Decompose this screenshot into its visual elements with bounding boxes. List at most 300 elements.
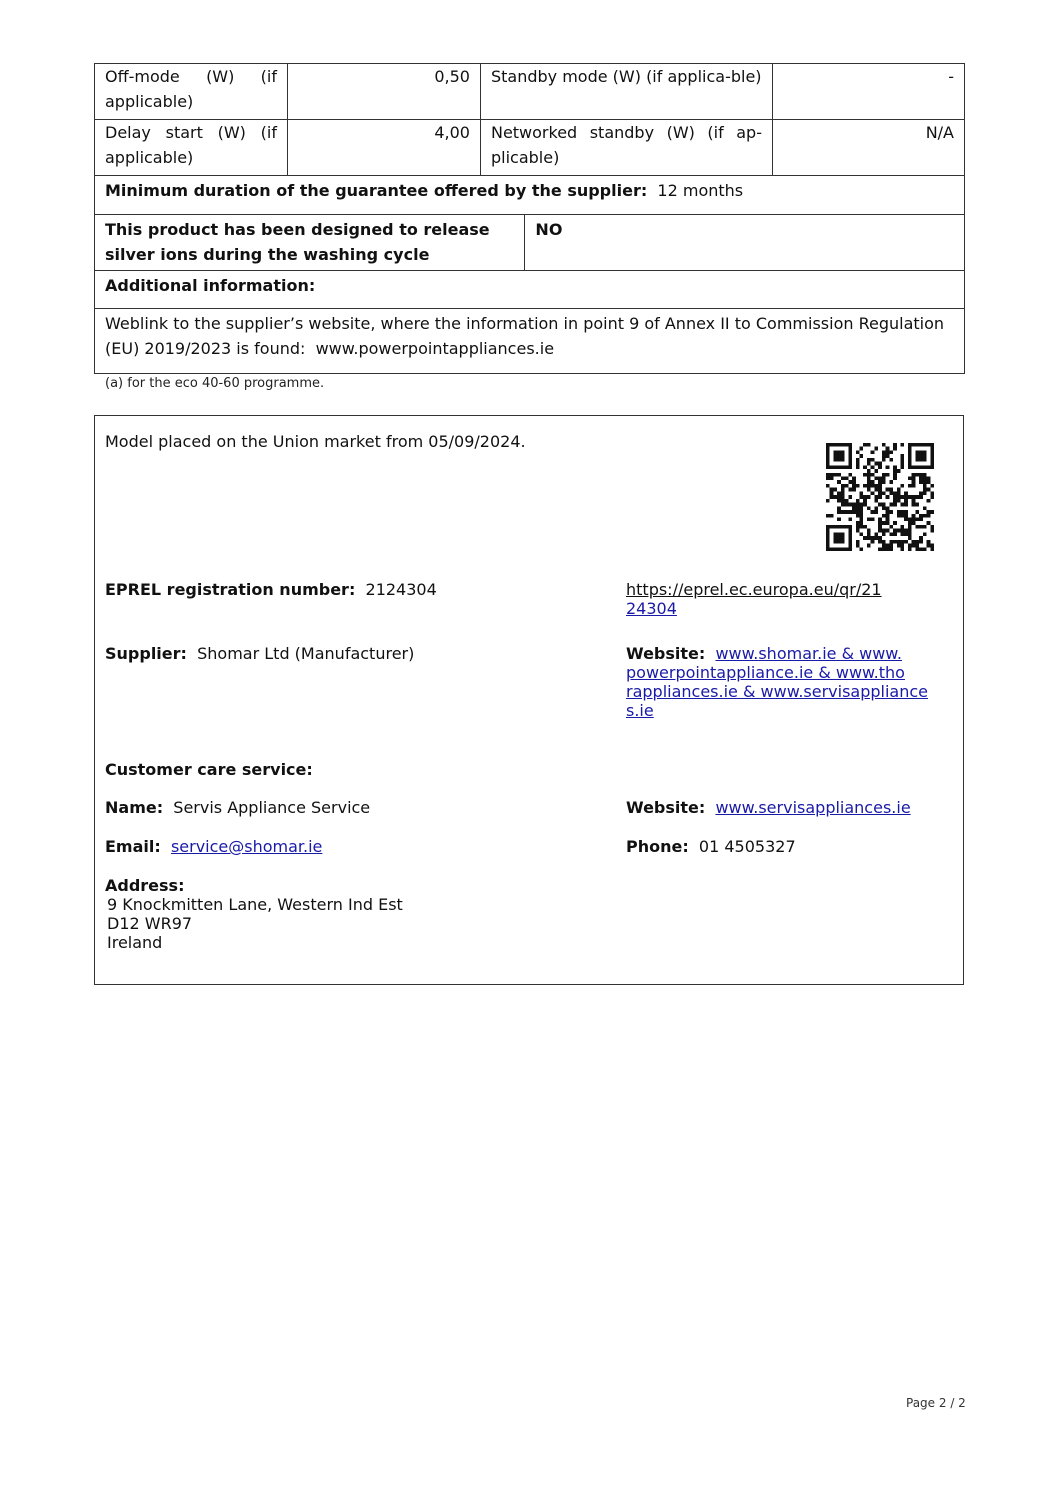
- qr-module: [833, 443, 837, 447]
- qr-module: [845, 510, 849, 514]
- networked-standby-label: Networked standby (W) (if ap-plicable): [480, 120, 772, 176]
- qr-module: [930, 484, 934, 488]
- qr-module: [930, 544, 934, 548]
- qr-module: [826, 462, 830, 466]
- qr-module: [900, 547, 904, 551]
- qr-module: [904, 503, 908, 507]
- qr-module: [841, 540, 845, 544]
- qr-module: [837, 473, 841, 477]
- qr-module: [930, 529, 934, 533]
- qr-module: [912, 484, 916, 488]
- footnote: (a) for the eco 40-60 programme.: [105, 376, 325, 391]
- qr-module: [867, 495, 871, 499]
- supplier-row: [105, 644, 414, 663]
- service-website-label: Website:: [626, 798, 706, 817]
- qr-module: [848, 510, 852, 514]
- qr-module: [826, 499, 830, 503]
- qr-code-image: [826, 443, 934, 551]
- qr-module: [856, 499, 860, 503]
- qr-module: [919, 495, 923, 499]
- supplier-website: [626, 644, 928, 720]
- qr-module: [927, 465, 931, 469]
- qr-module: [900, 462, 904, 466]
- qr-module: [900, 443, 904, 447]
- qr-module: [882, 532, 886, 536]
- qr-module: [893, 491, 897, 495]
- qr-module: [826, 547, 830, 551]
- qr-module: [893, 499, 897, 503]
- qr-module: [930, 462, 934, 466]
- qr-module: [848, 544, 852, 548]
- qr-module: [830, 525, 834, 529]
- eprel-link-line-1[interactable]: https://eprel.ec.europa.eu/qr/21: [626, 580, 882, 599]
- qr-module: [923, 547, 927, 551]
- table-row: [95, 176, 965, 215]
- guarantee-cell: [95, 176, 965, 215]
- qr-module: [826, 484, 830, 488]
- service-website-link[interactable]: www.servisappliances.ie: [715, 798, 911, 817]
- qr-module: [830, 465, 834, 469]
- qr-module: [871, 465, 875, 469]
- qr-module: [871, 473, 875, 477]
- qr-module: [930, 495, 934, 499]
- qr-module: [841, 499, 845, 503]
- qr-module: [886, 514, 890, 518]
- qr-module: [867, 480, 871, 484]
- qr-module: [845, 443, 849, 447]
- qr-module: [845, 499, 849, 503]
- qr-module: [889, 450, 893, 454]
- qr-module: [856, 450, 860, 454]
- qr-module: [927, 443, 931, 447]
- qr-module: [878, 547, 882, 551]
- qr-module: [826, 525, 830, 529]
- qr-module: [830, 547, 834, 551]
- qr-module: [908, 517, 912, 521]
- qr-module: [826, 540, 830, 544]
- qr-module: [874, 462, 878, 466]
- qr-module: [848, 532, 852, 536]
- qr-module: [930, 510, 934, 514]
- qr-module: [860, 506, 864, 510]
- qr-module: [927, 480, 931, 484]
- qr-module: [878, 491, 882, 495]
- qr-module: [871, 510, 875, 514]
- customer-care-heading: Customer care service:: [105, 760, 313, 779]
- qr-module: [930, 454, 934, 458]
- phone-row: [626, 837, 796, 856]
- qr-module: [830, 443, 834, 447]
- qr-module: [860, 547, 864, 551]
- supplier-label: Supplier:: [105, 644, 187, 663]
- standby-value: -: [772, 64, 964, 120]
- qr-module: [833, 465, 837, 469]
- qr-module: [826, 454, 830, 458]
- qr-module: [848, 503, 852, 507]
- qr-module: [830, 488, 834, 492]
- eprel-link[interactable]: [626, 580, 882, 618]
- qr-module: [915, 465, 919, 469]
- qr-module: [863, 495, 867, 499]
- qr-module: [889, 510, 893, 514]
- qr-module: [860, 454, 864, 458]
- qr-module: [889, 503, 893, 507]
- qr-module: [923, 480, 927, 484]
- qr-module: [841, 536, 845, 540]
- qr-module: [837, 532, 841, 536]
- qr-module: [882, 529, 886, 533]
- qr-module: [848, 443, 852, 447]
- qr-module: [848, 495, 852, 499]
- qr-module: [919, 517, 923, 521]
- qr-module: [900, 503, 904, 507]
- qr-module: [882, 480, 886, 484]
- qr-module: [893, 469, 897, 473]
- qr-module: [830, 477, 834, 481]
- qr-module: [848, 473, 852, 477]
- qr-module: [863, 525, 867, 529]
- qr-module: [845, 484, 849, 488]
- email-link[interactable]: service@shomar.ie: [170, 837, 323, 856]
- qr-module: [856, 465, 860, 469]
- table-row: [95, 271, 965, 309]
- qr-module: [923, 532, 927, 536]
- qr-module: [863, 465, 867, 469]
- qr-module: [874, 536, 878, 540]
- qr-module: [837, 480, 841, 484]
- eprel-label: EPREL registration number:: [105, 580, 356, 599]
- qr-module: [919, 454, 923, 458]
- address-line-1: 9 Knockmitten Lane, Western Ind Est: [107, 895, 403, 914]
- qr-module: [893, 503, 897, 507]
- qr-module: [912, 499, 916, 503]
- qr-module: [826, 529, 830, 533]
- qr-module: [923, 450, 927, 454]
- qr-module: [830, 473, 834, 477]
- qr-module: [826, 473, 830, 477]
- qr-module: [841, 525, 845, 529]
- qr-module: [867, 462, 871, 466]
- qr-module: [837, 510, 841, 514]
- qr-module: [856, 462, 860, 466]
- off-mode-value: 0,50: [287, 64, 480, 120]
- qr-module: [863, 536, 867, 540]
- qr-module: [848, 525, 852, 529]
- qr-module: [826, 447, 830, 451]
- qr-module: [923, 477, 927, 481]
- qr-module: [878, 480, 882, 484]
- weblink-url: www.powerpointappliances.ie: [315, 339, 555, 358]
- weblink-cell: [95, 309, 965, 374]
- qr-module: [856, 529, 860, 533]
- qr-module: [837, 506, 841, 510]
- qr-module: [919, 477, 923, 481]
- qr-module: [919, 547, 923, 551]
- qr-module: [908, 495, 912, 499]
- qr-module: [848, 462, 852, 466]
- qr-module: [930, 465, 934, 469]
- weblink-text: Weblink to the supplier’s website, where the information in point 9 of Annex II to Commission Regulation (EU) 2019/2023 is found:: [105, 314, 945, 358]
- qr-module: [841, 547, 845, 551]
- qr-module: [915, 454, 919, 458]
- qr-module: [893, 477, 897, 481]
- service-name-row: [105, 798, 370, 817]
- qr-module: [874, 484, 878, 488]
- qr-module: [923, 525, 927, 529]
- qr-module: [904, 495, 908, 499]
- qr-module: [871, 517, 875, 521]
- qr-module: [830, 514, 834, 518]
- qr-module: [908, 447, 912, 451]
- qr-module: [837, 499, 841, 503]
- qr-module: [837, 450, 841, 454]
- silver-ions-value: NO: [525, 215, 965, 271]
- service-name-value: Servis Appliance Service: [173, 798, 371, 817]
- qr-module: [882, 473, 886, 477]
- qr-module: [886, 447, 890, 451]
- qr-module: [886, 465, 890, 469]
- qr-module: [882, 503, 886, 507]
- qr-module: [852, 484, 856, 488]
- qr-module: [919, 540, 923, 544]
- qr-module: [900, 495, 904, 499]
- qr-module: [923, 506, 927, 510]
- qr-module: [908, 484, 912, 488]
- qr-module: [930, 458, 934, 462]
- qr-module: [882, 450, 886, 454]
- qr-module: [915, 495, 919, 499]
- qr-module: [900, 458, 904, 462]
- qr-module: [908, 532, 912, 536]
- qr-module: [897, 529, 901, 533]
- qr-module: [919, 443, 923, 447]
- qr-module: [826, 532, 830, 536]
- qr-module: [837, 454, 841, 458]
- market-text: Model placed on the Union market from 05/09/2024.: [105, 432, 526, 451]
- qr-module: [841, 450, 845, 454]
- supplier-website-link-4[interactable]: s.ie: [626, 701, 654, 720]
- qr-module: [927, 477, 931, 481]
- eprel-link-line-2[interactable]: 24304: [626, 599, 677, 618]
- service-website-row: [626, 798, 911, 817]
- qr-module: [841, 510, 845, 514]
- qr-module: [915, 458, 919, 462]
- qr-module: [886, 544, 890, 548]
- qr-module: [908, 529, 912, 533]
- qr-module: [852, 506, 856, 510]
- qr-module: [856, 506, 860, 510]
- qr-module: [833, 473, 837, 477]
- qr-module: [897, 495, 901, 499]
- qr-module: [904, 491, 908, 495]
- qr-module: [908, 521, 912, 525]
- qr-module: [826, 514, 830, 518]
- off-mode-label: Off-mode (W) (if applicable): [95, 64, 288, 120]
- qr-module: [837, 540, 841, 544]
- qr-module: [923, 514, 927, 518]
- qr-module: [841, 454, 845, 458]
- qr-module: [841, 495, 845, 499]
- qr-module: [882, 547, 886, 551]
- qr-module: [826, 458, 830, 462]
- qr-module: [874, 499, 878, 503]
- qr-module: [874, 495, 878, 499]
- qr-module: [919, 473, 923, 477]
- qr-module: [874, 477, 878, 481]
- qr-module: [886, 450, 890, 454]
- qr-module: [871, 450, 875, 454]
- qr-module: [904, 532, 908, 536]
- qr-module: [852, 488, 856, 492]
- qr-module: [874, 510, 878, 514]
- qr-module: [930, 491, 934, 495]
- qr-module: [878, 503, 882, 507]
- spec-table: [94, 63, 965, 374]
- qr-module: [919, 491, 923, 495]
- qr-module: [871, 480, 875, 484]
- qr-module: [927, 540, 931, 544]
- qr-module: [919, 514, 923, 518]
- qr-module: [833, 540, 837, 544]
- qr-module: [886, 506, 890, 510]
- qr-module: [878, 488, 882, 492]
- qr-module: [923, 491, 927, 495]
- qr-module: [863, 503, 867, 507]
- qr-module: [904, 499, 908, 503]
- qr-module: [867, 532, 871, 536]
- qr-module: [912, 503, 916, 507]
- qr-module: [878, 484, 882, 488]
- qr-module: [856, 521, 860, 525]
- qr-module: [904, 510, 908, 514]
- qr-module: [837, 491, 841, 495]
- silver-ions-label: This product has been designed to release silver ions during the washing cycle: [95, 215, 525, 271]
- qr-module: [878, 521, 882, 525]
- qr-module: [900, 544, 904, 548]
- address-label: Address:: [105, 876, 185, 895]
- supplier-website-label: Website:: [626, 644, 706, 663]
- qr-module: [841, 477, 845, 481]
- qr-module: [908, 544, 912, 548]
- qr-module: [833, 536, 837, 540]
- qr-module: [848, 488, 852, 492]
- qr-module: [915, 443, 919, 447]
- qr-module: [897, 488, 901, 492]
- qr-module: [837, 547, 841, 551]
- qr-module: [919, 458, 923, 462]
- qr-module: [848, 465, 852, 469]
- qr-module: [908, 536, 912, 540]
- qr-module: [856, 540, 860, 544]
- supplier-website-link-3[interactable]: rappliances.ie & www.servisappliance: [626, 682, 929, 701]
- qr-module: [923, 458, 927, 462]
- qr-module: [848, 529, 852, 533]
- qr-module: [852, 477, 856, 481]
- table-row: [95, 64, 965, 120]
- qr-module: [882, 443, 886, 447]
- qr-module: [889, 480, 893, 484]
- qr-module: [923, 454, 927, 458]
- qr-module: [863, 484, 867, 488]
- qr-module: [860, 532, 864, 536]
- qr-module: [845, 465, 849, 469]
- qr-module: [860, 510, 864, 514]
- qr-module: [833, 458, 837, 462]
- qr-module: [886, 488, 890, 492]
- qr-module: [871, 491, 875, 495]
- qr-module: [845, 525, 849, 529]
- qr-module: [852, 480, 856, 484]
- qr-module: [889, 547, 893, 551]
- qr-module: [915, 517, 919, 521]
- qr-module: [900, 529, 904, 533]
- qr-module: [837, 443, 841, 447]
- qr-module: [860, 447, 864, 451]
- qr-module: [908, 458, 912, 462]
- qr-module: [886, 454, 890, 458]
- qr-module: [915, 547, 919, 551]
- qr-module: [908, 525, 912, 529]
- address-line-2: D12 WR97: [107, 914, 193, 933]
- qr-module: [897, 469, 901, 473]
- qr-module: [848, 540, 852, 544]
- qr-module: [930, 443, 934, 447]
- qr-module: [889, 458, 893, 462]
- qr-module: [878, 495, 882, 499]
- qr-module: [867, 488, 871, 492]
- qr-module: [841, 491, 845, 495]
- qr-module: [897, 544, 901, 548]
- service-name-label: Name:: [105, 798, 164, 817]
- qr-module: [871, 540, 875, 544]
- qr-module: [882, 491, 886, 495]
- table-row: [95, 215, 965, 271]
- supplier-website-link-2[interactable]: powerpointappliance.ie & www.tho: [626, 663, 905, 682]
- supplier-value: Shomar Ltd (Manufacturer): [197, 644, 415, 663]
- qr-module: [826, 450, 830, 454]
- qr-module: [833, 488, 837, 492]
- qr-module: [893, 473, 897, 477]
- qr-module: [904, 529, 908, 533]
- qr-module: [893, 443, 897, 447]
- qr-module: [867, 506, 871, 510]
- email-label: Email:: [105, 837, 161, 856]
- qr-module: [915, 525, 919, 529]
- qr-module: [886, 510, 890, 514]
- qr-module: [882, 521, 886, 525]
- address-line-3: Ireland: [107, 933, 163, 952]
- qr-module: [833, 547, 837, 551]
- qr-module: [882, 514, 886, 518]
- qr-module: [837, 525, 841, 529]
- qr-module: [833, 450, 837, 454]
- qr-module: [889, 540, 893, 544]
- qr-module: [863, 499, 867, 503]
- qr-module: [897, 514, 901, 518]
- qr-module: [908, 454, 912, 458]
- qr-module: [841, 458, 845, 462]
- qr-module: [912, 517, 916, 521]
- qr-module: [841, 484, 845, 488]
- qr-module: [878, 517, 882, 521]
- qr-module: [915, 510, 919, 514]
- networked-standby-value: N/A: [772, 120, 964, 176]
- qr-module: [886, 529, 890, 533]
- supplier-website-link-1[interactable]: www.shomar.ie & www.: [715, 644, 903, 663]
- qr-module: [882, 544, 886, 548]
- qr-module: [878, 525, 882, 529]
- qr-module: [912, 465, 916, 469]
